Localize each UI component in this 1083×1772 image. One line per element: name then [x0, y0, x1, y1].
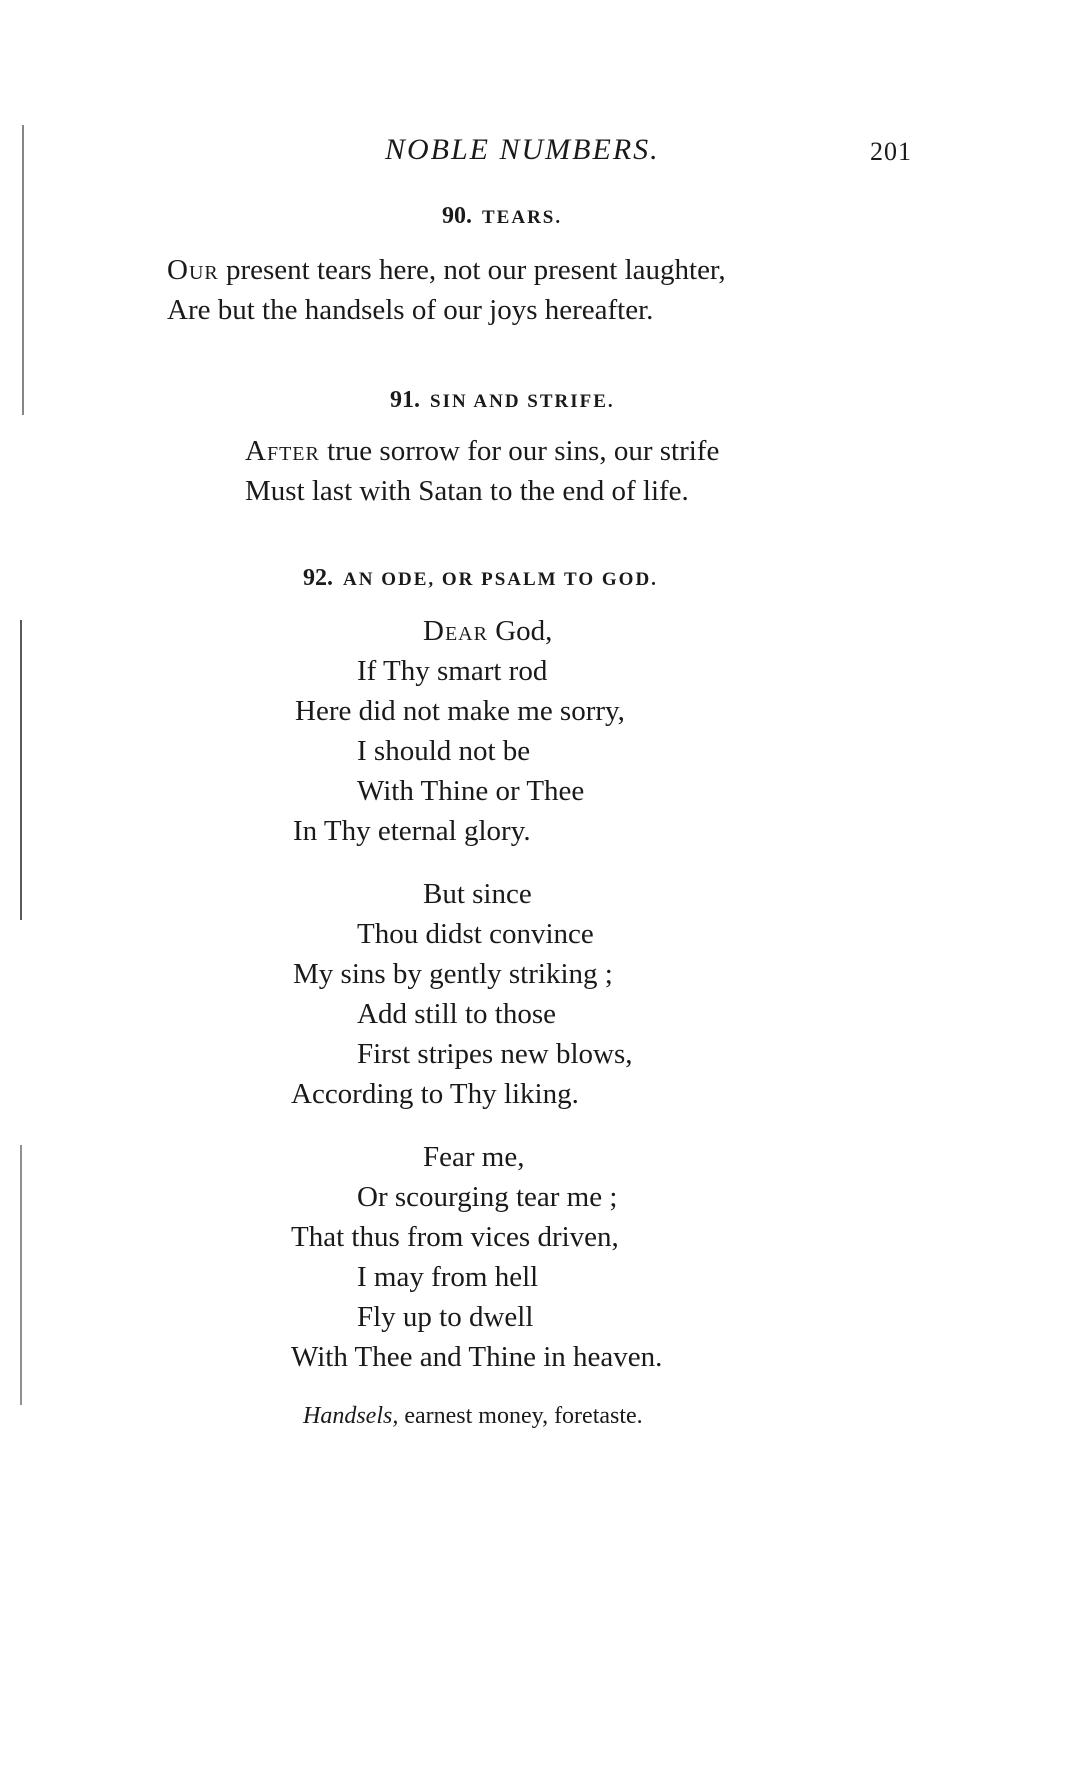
verse-line: Must last with Satan to the end of life.	[245, 475, 689, 507]
running-title: NOBLE NUMBERS.	[385, 133, 660, 166]
verse-line: Add still to those	[357, 998, 556, 1030]
verse-line: Dear God,	[423, 615, 553, 647]
verse-line: Are but the handsels of our joys hereafter.	[167, 294, 654, 326]
scan-margin-mark	[20, 1145, 22, 1405]
scan-margin-mark	[22, 125, 24, 415]
scan-margin-mark	[20, 620, 22, 920]
verse-line: According to Thy liking.	[291, 1078, 579, 1110]
verse-line: In Thy eternal glory.	[293, 815, 531, 847]
verse-line: Or scourging tear me ;	[357, 1181, 618, 1213]
verse-line: First stripes new blows,	[357, 1038, 633, 1070]
page-number: 201	[870, 137, 912, 166]
footnote-definition: earnest money, foretaste.	[398, 1403, 643, 1429]
verse-line: My sins by gently striking ;	[293, 958, 613, 990]
poem-number: 91.	[390, 387, 420, 413]
verse-line: I may from hell	[357, 1261, 539, 1293]
verse-line: With Thee and Thine in heaven.	[291, 1341, 663, 1373]
verse-line: That thus from vices driven,	[291, 1221, 619, 1253]
verse-line: Fly up to dwell	[357, 1301, 534, 1333]
poem-title: 91. SIN AND STRIFE.	[390, 387, 615, 413]
poem-number: 92.	[303, 565, 333, 591]
verse-line: With Thine or Thee	[357, 775, 585, 807]
footnote	[303, 1403, 643, 1430]
verse-line: Our present tears here, not our present laughter,	[167, 254, 726, 286]
verse-line: If Thy smart rod	[357, 655, 548, 687]
footnote-term: Handsels,	[303, 1403, 399, 1429]
verse-line: But since	[423, 878, 532, 910]
verse-line: Fear me,	[423, 1141, 525, 1173]
poem-title: 90. TEARS.	[442, 203, 563, 229]
poem-number: 90.	[442, 203, 472, 229]
verse-line: Thou didst convince	[357, 918, 594, 950]
verse-line: After true sorrow for our sins, our strife	[245, 435, 720, 467]
poem-title: 92. AN ODE, OR PSALM TO GOD.	[303, 565, 658, 591]
verse-line: Here did not make me sorry,	[295, 695, 625, 727]
verse-line: I should not be	[357, 735, 531, 767]
